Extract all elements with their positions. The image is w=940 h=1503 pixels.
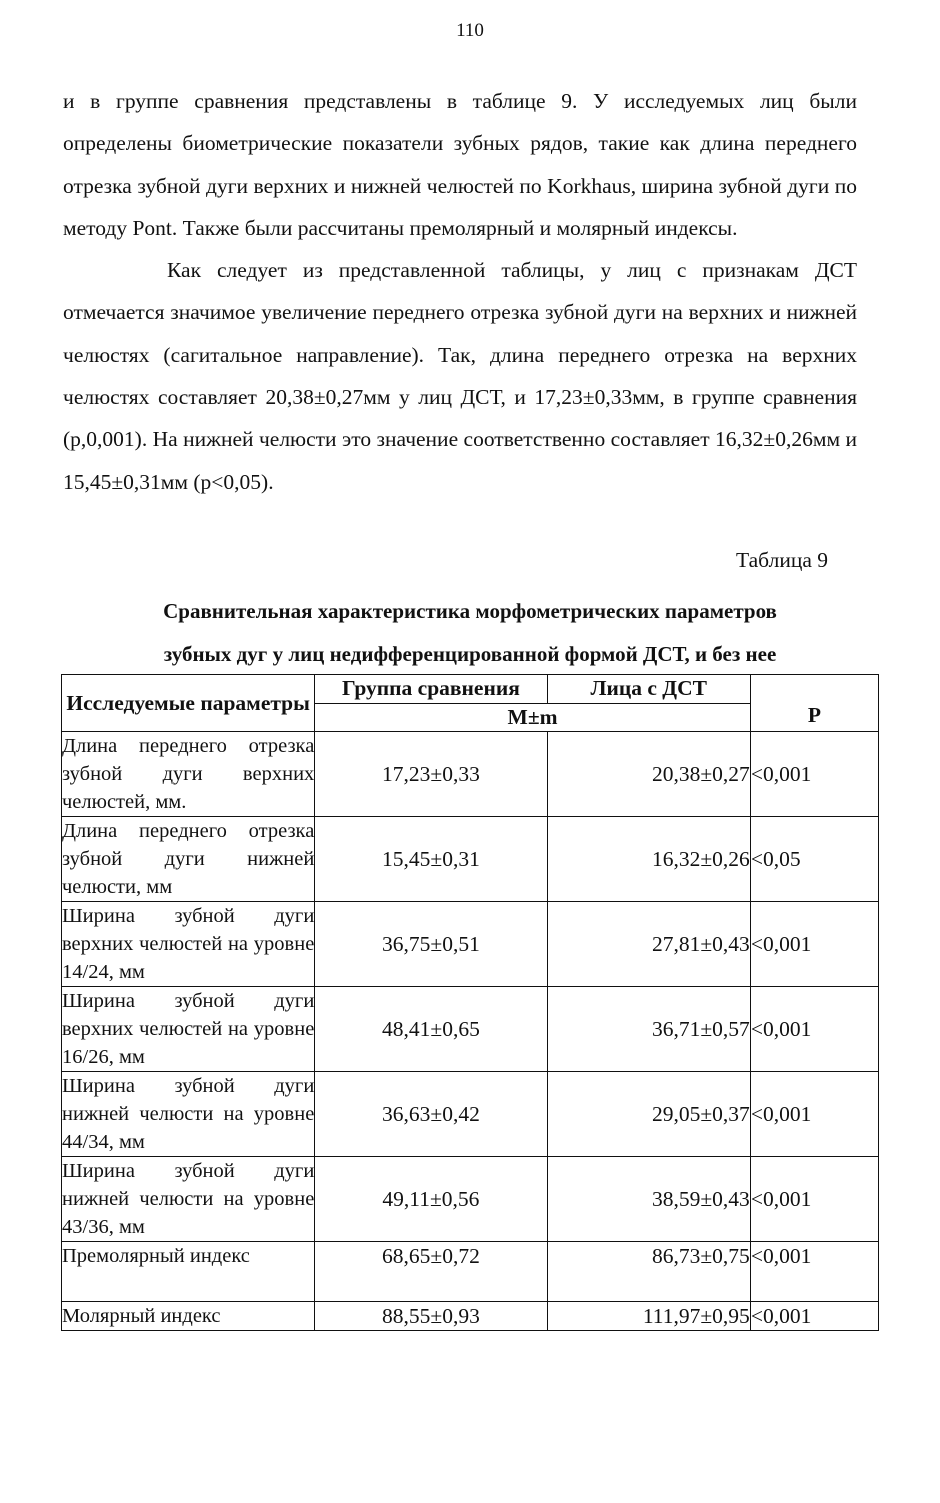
row-compare-value: 36,63±0,42	[315, 1072, 547, 1157]
row-dst-value: 27,81±0,43	[547, 902, 750, 987]
row-p-value: <0,001	[750, 902, 878, 987]
row-p-value: <0,05	[750, 817, 878, 902]
row-dst-value: 111,97±0,95	[547, 1302, 750, 1331]
table-row	[62, 1302, 879, 1331]
row-p-value: <0,001	[750, 1302, 878, 1331]
table-row	[62, 1242, 879, 1302]
row-param: Молярный индекс	[62, 1302, 315, 1331]
row-dst-value: 20,38±0,27	[547, 732, 750, 817]
header-group-compare: Группа сравнения	[315, 675, 547, 704]
row-compare-value: 36,75±0,51	[315, 902, 547, 987]
row-p-value: <0,001	[750, 987, 878, 1072]
row-compare-value: 48,41±0,65	[315, 987, 547, 1072]
header-p: P	[750, 675, 878, 732]
row-param: Ширина зубной дуги верхних челюстей на уровне 16/26, мм	[62, 987, 315, 1072]
row-param: Ширина зубной дуги верхних челюстей на уровне 14/24, мм	[62, 902, 315, 987]
row-dst-value: 36,71±0,57	[547, 987, 750, 1072]
row-compare-value: 17,23±0,33	[315, 732, 547, 817]
paragraph-2: Как следует из представленной таблицы, у лиц с признакам ДСТ отмечается значимое увеличение переднего отрезка зубной дуги на верхних и нижней челюстях (сагитальное направление). Так, длина переднего отрезка на верхних челюстях составляет 20,38±0,27мм у лиц ДСТ, и 17,23±0,33мм, в группе сравнения (р,0,001). На нижней челюсти это значение соответственно составляет 16,32±0,26мм и 15,45±0,31мм (р<0,05).	[63, 258, 857, 494]
row-param: Ширина зубной дуги нижней челюсти на уровне 43/36, мм	[62, 1157, 315, 1242]
table-title-line-2: зубных дуг у лиц недифференцированной формой ДСТ, и без нее	[163, 642, 777, 666]
row-p-value: <0,001	[750, 1072, 878, 1157]
row-dst-value: 16,32±0,26	[547, 817, 750, 902]
row-param: Длина переднего отрезка зубной дуги нижней челюсти, мм	[62, 817, 315, 902]
row-compare-value: 49,11±0,56	[315, 1157, 547, 1242]
row-compare-value: 15,45±0,31	[315, 817, 547, 902]
row-param: Ширина зубной дуги нижней челюсти на уровне 44/34, мм	[62, 1072, 315, 1157]
body-text	[63, 80, 857, 503]
row-p-value: <0,001	[750, 1242, 878, 1302]
comparison-table	[61, 674, 879, 1331]
table-row	[62, 1157, 879, 1242]
row-compare-value: 68,65±0,72	[315, 1242, 547, 1302]
row-dst-value: 38,59±0,43	[547, 1157, 750, 1242]
table-title-line-1: Сравнительная характеристика морфометрических параметров	[163, 599, 777, 623]
row-param: Премолярный индекс	[62, 1242, 315, 1302]
table-title	[40, 590, 900, 676]
header-param: Исследуемые параметры	[62, 675, 315, 732]
row-p-value: <0,001	[750, 732, 878, 817]
table-row	[62, 1072, 879, 1157]
row-p-value: <0,001	[750, 1157, 878, 1242]
header-mean: M±m	[315, 703, 751, 732]
row-dst-value: 86,73±0,75	[547, 1242, 750, 1302]
row-compare-value: 88,55±0,93	[315, 1302, 547, 1331]
table-row	[62, 987, 879, 1072]
table-row	[62, 732, 879, 817]
row-param: Длина переднего отрезка зубной дуги верхних челюстей, мм.	[62, 732, 315, 817]
table-row	[62, 817, 879, 902]
row-dst-value: 29,05±0,37	[547, 1072, 750, 1157]
paragraph-1: и в группе сравнения представлены в таблице 9. У исследуемых лиц были определены биометрические показатели зубных рядов, такие как длина переднего отрезка зубной дуги верхних и нижней челюстей по Korkhaus, ширина зубной дуги по методу Pont. Также были рассчитаны премолярный и молярный индексы.	[63, 89, 857, 240]
page-number: 110	[456, 20, 484, 41]
header-group-dst: Лица с ДСТ	[547, 675, 750, 704]
table-label: Таблица 9	[736, 548, 828, 572]
table-row	[62, 902, 879, 987]
